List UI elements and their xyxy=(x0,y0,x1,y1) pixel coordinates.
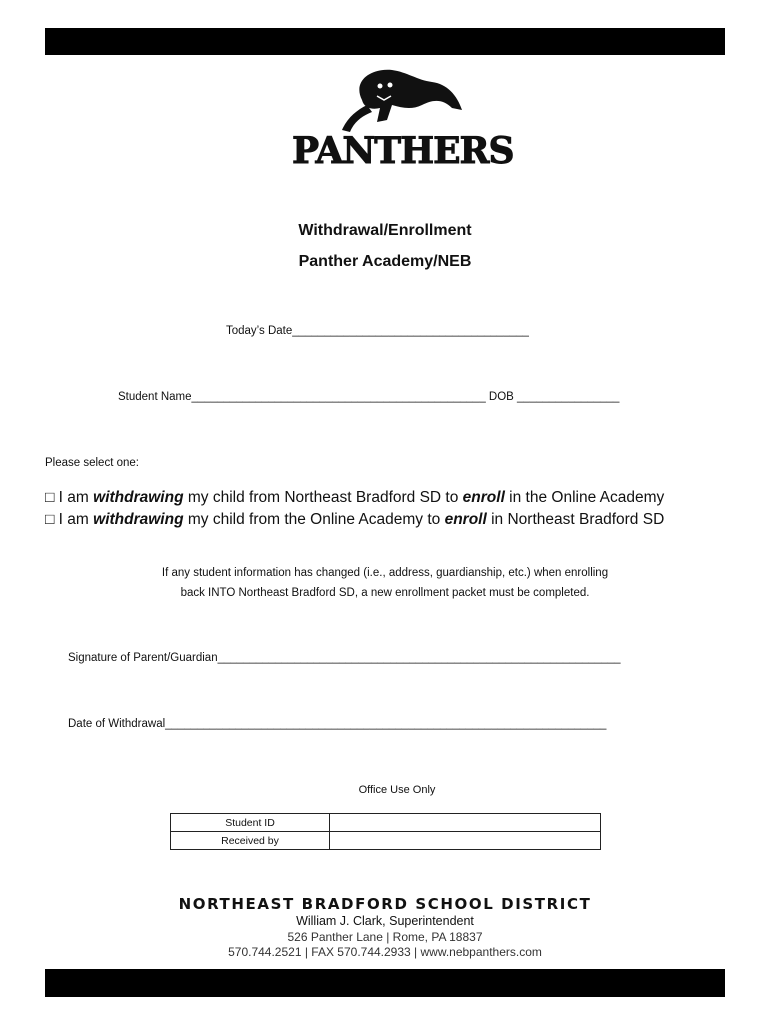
form-title: Withdrawal/Enrollment xyxy=(298,222,472,239)
table-row xyxy=(171,814,601,832)
student-id-label: Student ID xyxy=(171,814,330,832)
checkbox-icon[interactable]: □ xyxy=(45,511,55,528)
info-note-line2: back INTO Northeast Bradford SD, a new enrollment packet must be completed. xyxy=(180,587,590,599)
panthers-logo xyxy=(292,60,514,190)
district-address: 526 Panther Lane | Rome, PA 18837 xyxy=(287,930,483,944)
info-note-line1: If any student information has changed (i.e., address, guardianship, etc.) when enrolling xyxy=(161,567,609,579)
header-bar xyxy=(45,28,725,55)
option-neb-sd[interactable]: □ I am withdrawing my child from the Online Academy to enroll in Northeast Bradford SD xyxy=(45,511,665,528)
student-name-dob-field[interactable]: Student Name______________________________________________ DOB ________________ xyxy=(118,391,620,403)
footer-bar xyxy=(45,969,725,997)
student-id-value[interactable] xyxy=(330,814,601,832)
form-subtitle: Panther Academy/NEB xyxy=(298,253,472,270)
received-by-value[interactable] xyxy=(330,832,601,850)
table-row xyxy=(171,832,601,850)
district-contact: 570.744.2521 | FAX 570.744.2933 | www.nebpanthers.com xyxy=(228,945,542,959)
received-by-label: Received by xyxy=(171,832,330,850)
office-use-table xyxy=(170,813,601,850)
signature-field[interactable]: Signature of Parent/Guardian_______________________________________________________________ xyxy=(68,652,621,664)
panthers-wordmark: PANTHERS xyxy=(292,130,514,172)
select-prompt: Please select one: xyxy=(45,457,139,469)
superintendent: William J. Clark, Superintendent xyxy=(296,914,474,928)
option-online-academy[interactable]: □ I am withdrawing my child from Northeast Bradford SD to enroll in the Online Academy xyxy=(45,489,665,506)
date-of-withdrawal-field[interactable]: Date of Withdrawal_____________________________________________________________________ xyxy=(68,718,607,730)
panther-mascot-icon xyxy=(292,60,477,140)
checkbox-icon[interactable]: □ xyxy=(45,489,55,506)
office-use-heading: Office Use Only xyxy=(358,784,436,796)
todays-date-field[interactable]: Today’s Date_____________________________________ xyxy=(226,325,529,337)
district-name: NORTHEAST BRADFORD SCHOOL DISTRICT xyxy=(178,895,592,913)
